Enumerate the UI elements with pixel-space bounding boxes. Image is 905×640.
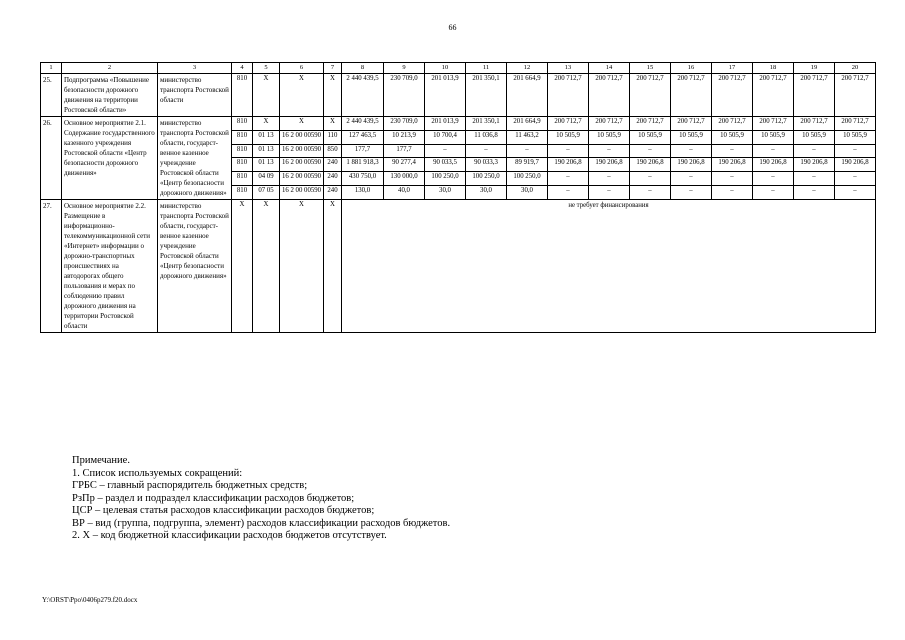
column-number-header: 20 bbox=[835, 63, 876, 74]
vr-cell: 110 bbox=[324, 130, 342, 144]
value-cell: 10 505,9 bbox=[835, 130, 876, 144]
value-cell: 10 505,9 bbox=[753, 130, 794, 144]
value-cell: 200 712,7 bbox=[753, 117, 794, 131]
value-cell: 30,0 bbox=[466, 186, 507, 200]
value-cell: 10 505,9 bbox=[589, 130, 630, 144]
value-cell: 89 919,7 bbox=[507, 158, 548, 172]
note-line: 2. Х – код бюджетной классификации расходов бюджетов отсутствует. bbox=[72, 530, 387, 541]
grbs-cell: 810 bbox=[232, 144, 253, 158]
row-name: Подпрограмма «Повышение безопасности дорожного движения на территории Ростовской области» bbox=[62, 74, 158, 117]
column-number-header: 12 bbox=[507, 63, 548, 74]
column-number-header: 18 bbox=[753, 63, 794, 74]
value-cell: – bbox=[548, 172, 589, 186]
column-number-header: 5 bbox=[253, 63, 280, 74]
value-cell: 190 206,8 bbox=[589, 158, 630, 172]
value-cell: – bbox=[753, 186, 794, 200]
value-cell: – bbox=[753, 144, 794, 158]
merged-note-cell: не требует финансирования bbox=[342, 200, 876, 333]
value-cell: – bbox=[835, 144, 876, 158]
row-number: 26. bbox=[41, 117, 62, 200]
vr-cell: X bbox=[324, 117, 342, 131]
value-cell: 177,7 bbox=[384, 144, 425, 158]
value-cell: 200 712,7 bbox=[589, 74, 630, 117]
value-cell: 130,0 bbox=[342, 186, 384, 200]
rzpr-cell: X bbox=[253, 117, 280, 131]
column-number-header: 13 bbox=[548, 63, 589, 74]
rzpr-cell: 01 13 bbox=[253, 130, 280, 144]
row-name: Основное мероприятие 2.2. Размещение в информационно-телекоммуникационной сети «Интернет» информации о дорожно-транспортных происшествиях на автодорогах общего пользования и мерах по соблюдению правил дорожного движения на территории Ростовской области bbox=[62, 200, 158, 333]
vr-cell: 850 bbox=[324, 144, 342, 158]
column-number-header-row bbox=[41, 63, 876, 74]
value-cell: 200 712,7 bbox=[671, 117, 712, 131]
value-cell: 11 463,2 bbox=[507, 130, 548, 144]
column-number-header: 15 bbox=[630, 63, 671, 74]
value-cell: 127 463,5 bbox=[342, 130, 384, 144]
rzpr-cell: 01 13 bbox=[253, 158, 280, 172]
note-line: ГРБС – главный распорядитель бюджетных средств; bbox=[72, 480, 308, 491]
file-path: Y:\ORST\Ppo\0406p279.f20.docx bbox=[42, 596, 138, 604]
row-executor: министерство транспорта Ростовской области bbox=[158, 74, 232, 117]
value-cell: 200 712,7 bbox=[671, 74, 712, 117]
table-row bbox=[41, 117, 876, 131]
grbs-cell: 810 bbox=[232, 74, 253, 117]
page-number: 66 bbox=[448, 23, 457, 32]
value-cell: 201 013,9 bbox=[425, 117, 466, 131]
rzpr-cell: X bbox=[253, 74, 280, 117]
value-cell: 201 664,9 bbox=[507, 117, 548, 131]
value-cell: 200 712,7 bbox=[794, 74, 835, 117]
note-line: 1. Список используемых сокращений: bbox=[72, 467, 243, 479]
csr-cell: 16 2 00 00590 bbox=[280, 130, 324, 144]
vr-cell: 240 bbox=[324, 158, 342, 172]
value-cell: 200 712,7 bbox=[630, 117, 671, 131]
value-cell: 90 033,5 bbox=[425, 158, 466, 172]
value-cell: – bbox=[466, 144, 507, 158]
value-cell: – bbox=[548, 186, 589, 200]
value-cell: 100 250,0 bbox=[507, 172, 548, 186]
value-cell: 2 440 439,5 bbox=[342, 117, 384, 131]
value-cell: 10 505,9 bbox=[794, 130, 835, 144]
value-cell: 1 881 918,3 bbox=[342, 158, 384, 172]
value-cell: 200 712,7 bbox=[794, 117, 835, 131]
value-cell: 201 013,9 bbox=[425, 74, 466, 117]
value-cell: 10 700,4 bbox=[425, 130, 466, 144]
grbs-cell: X bbox=[232, 200, 253, 333]
value-cell: – bbox=[425, 144, 466, 158]
value-cell: 10 505,9 bbox=[671, 130, 712, 144]
value-cell: – bbox=[671, 172, 712, 186]
value-cell: – bbox=[630, 172, 671, 186]
value-cell: 200 712,7 bbox=[589, 117, 630, 131]
value-cell: – bbox=[630, 144, 671, 158]
value-cell: 190 206,8 bbox=[753, 158, 794, 172]
csr-cell: X bbox=[280, 200, 324, 333]
value-cell: 201 350,1 bbox=[466, 117, 507, 131]
csr-cell: X bbox=[280, 74, 324, 117]
notes-section bbox=[72, 455, 450, 543]
grbs-cell: 810 bbox=[232, 186, 253, 200]
column-number-header: 2 bbox=[62, 63, 158, 74]
column-number-header: 11 bbox=[466, 63, 507, 74]
value-cell: 40,0 bbox=[384, 186, 425, 200]
value-cell: 90 277,4 bbox=[384, 158, 425, 172]
notes-title: Примечание. bbox=[72, 455, 130, 466]
value-cell: – bbox=[589, 186, 630, 200]
value-cell: 130 000,0 bbox=[384, 172, 425, 186]
value-cell: 190 206,8 bbox=[630, 158, 671, 172]
grbs-cell: 810 bbox=[232, 158, 253, 172]
vr-cell: X bbox=[324, 200, 342, 333]
value-cell: – bbox=[712, 172, 753, 186]
column-number-header: 4 bbox=[232, 63, 253, 74]
column-number-header: 8 bbox=[342, 63, 384, 74]
value-cell: 200 712,7 bbox=[712, 117, 753, 131]
value-cell: 90 033,3 bbox=[466, 158, 507, 172]
csr-cell: 16 2 00 00590 bbox=[280, 186, 324, 200]
vr-cell: 240 bbox=[324, 172, 342, 186]
rzpr-cell: X bbox=[253, 200, 280, 333]
value-cell: 177,7 bbox=[342, 144, 384, 158]
budget-table bbox=[40, 62, 876, 333]
row-executor: министерство транспорта Ростовской области, государст-венное казенное учреждение Ростовской области «Центр безопасности дорожного движения» bbox=[158, 117, 232, 200]
value-cell: 100 250,0 bbox=[466, 172, 507, 186]
value-cell: 201 664,9 bbox=[507, 74, 548, 117]
value-cell: – bbox=[835, 186, 876, 200]
value-cell: – bbox=[507, 144, 548, 158]
value-cell: 190 206,8 bbox=[712, 158, 753, 172]
value-cell: 30,0 bbox=[507, 186, 548, 200]
value-cell: 100 250,0 bbox=[425, 172, 466, 186]
row-executor: министерство транспорта Ростовской области, государст-венное казенное учреждение Ростовской области «Центр безопасности дорожного движения» bbox=[158, 200, 232, 333]
column-number-header: 1 bbox=[41, 63, 62, 74]
row-number: 25. bbox=[41, 74, 62, 117]
column-number-header: 10 bbox=[425, 63, 466, 74]
rzpr-cell: 01 13 bbox=[253, 144, 280, 158]
value-cell: – bbox=[671, 144, 712, 158]
value-cell: 230 709,0 bbox=[384, 117, 425, 131]
value-cell: – bbox=[794, 144, 835, 158]
column-number-header: 6 bbox=[280, 63, 324, 74]
value-cell: 10 213,9 bbox=[384, 130, 425, 144]
value-cell: – bbox=[794, 172, 835, 186]
value-cell: 190 206,8 bbox=[548, 158, 589, 172]
rzpr-cell: 04 09 bbox=[253, 172, 280, 186]
column-number-header: 17 bbox=[712, 63, 753, 74]
value-cell: 190 206,8 bbox=[835, 158, 876, 172]
csr-cell: 16 2 00 00590 bbox=[280, 144, 324, 158]
value-cell: 11 036,8 bbox=[466, 130, 507, 144]
value-cell: 200 712,7 bbox=[835, 117, 876, 131]
value-cell: – bbox=[630, 186, 671, 200]
row-name: Основное мероприятие 2.1. Содержание государственного казенного учреждения Ростовской области «Центр безопасности дорожного движения» bbox=[62, 117, 158, 200]
rzpr-cell: 07 05 bbox=[253, 186, 280, 200]
value-cell: 430 750,0 bbox=[342, 172, 384, 186]
column-number-header: 19 bbox=[794, 63, 835, 74]
value-cell: 10 505,9 bbox=[548, 130, 589, 144]
value-cell: – bbox=[712, 186, 753, 200]
value-cell: – bbox=[589, 144, 630, 158]
grbs-cell: 810 bbox=[232, 172, 253, 186]
column-number-header: 16 bbox=[671, 63, 712, 74]
note-line: ВР – вид (группа, подгруппа, элемент) расходов классификации расходов бюджетов. bbox=[72, 517, 451, 529]
value-cell: – bbox=[712, 144, 753, 158]
note-line: РзПр – раздел и подраздел классификации расходов бюджетов; bbox=[72, 492, 355, 504]
csr-cell: X bbox=[280, 117, 324, 131]
row-number: 27. bbox=[41, 200, 62, 333]
column-number-header: 7 bbox=[324, 63, 342, 74]
value-cell: 200 712,7 bbox=[630, 74, 671, 117]
table-row bbox=[41, 200, 876, 333]
value-cell: 2 440 439,5 bbox=[342, 74, 384, 117]
value-cell: 230 709,0 bbox=[384, 74, 425, 117]
note-line: ЦСР – целевая статья расходов классификации расходов бюджетов; bbox=[72, 505, 375, 516]
grbs-cell: 810 bbox=[232, 117, 253, 131]
value-cell: 200 712,7 bbox=[835, 74, 876, 117]
table-row bbox=[41, 74, 876, 117]
csr-cell: 16 2 00 00590 bbox=[280, 158, 324, 172]
value-cell: – bbox=[753, 172, 794, 186]
csr-cell: 16 2 00 00590 bbox=[280, 172, 324, 186]
value-cell: 200 712,7 bbox=[753, 74, 794, 117]
value-cell: 30,0 bbox=[425, 186, 466, 200]
value-cell: 190 206,8 bbox=[794, 158, 835, 172]
column-number-header: 3 bbox=[158, 63, 232, 74]
value-cell: – bbox=[548, 144, 589, 158]
value-cell: – bbox=[671, 186, 712, 200]
value-cell: – bbox=[794, 186, 835, 200]
vr-cell: 240 bbox=[324, 186, 342, 200]
vr-cell: X bbox=[324, 74, 342, 117]
value-cell: 200 712,7 bbox=[548, 117, 589, 131]
grbs-cell: 810 bbox=[232, 130, 253, 144]
value-cell: – bbox=[589, 172, 630, 186]
value-cell: 190 206,8 bbox=[671, 158, 712, 172]
column-number-header: 14 bbox=[589, 63, 630, 74]
value-cell: 200 712,7 bbox=[548, 74, 589, 117]
value-cell: 10 505,9 bbox=[712, 130, 753, 144]
value-cell: 10 505,9 bbox=[630, 130, 671, 144]
value-cell: 200 712,7 bbox=[712, 74, 753, 117]
value-cell: 201 350,1 bbox=[466, 74, 507, 117]
value-cell: – bbox=[835, 172, 876, 186]
column-number-header: 9 bbox=[384, 63, 425, 74]
notes-lines bbox=[72, 468, 450, 543]
